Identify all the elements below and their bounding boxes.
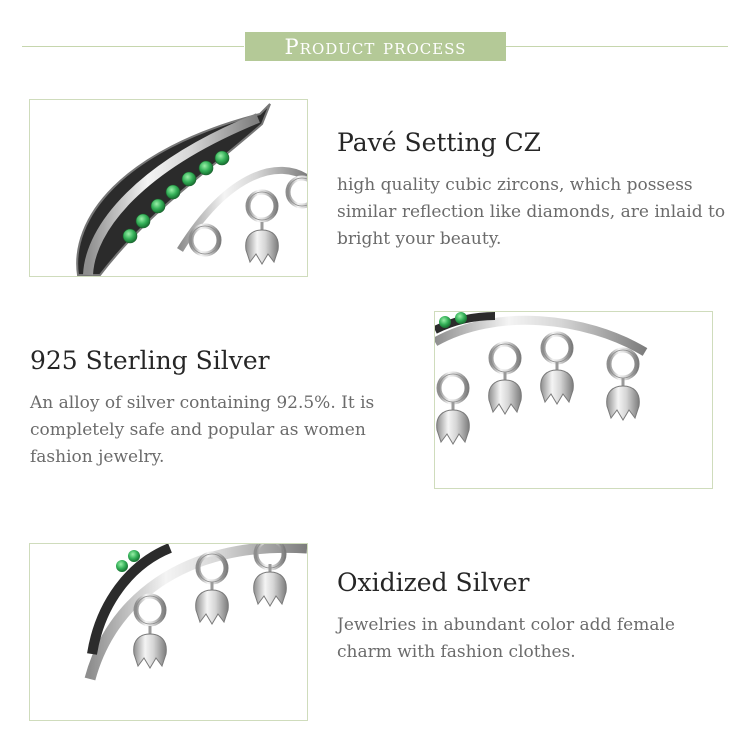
feature-title: Pavé Setting CZ <box>337 128 542 157</box>
feature-description: An alloy of silver containing 92.5%. It is completely safe and popular as women fashion jewelry. <box>30 393 375 467</box>
header-rule-left <box>22 46 244 47</box>
feature-oxidized-silver <box>337 568 727 666</box>
feature-sterling-silver <box>30 346 410 471</box>
product-photo-bell-flowers <box>434 311 713 489</box>
feature-pave-setting <box>337 128 727 253</box>
product-photo-oxidized-charm <box>29 543 308 721</box>
feature-title: Oxidized Silver <box>337 568 530 597</box>
feature-description: high quality cubic zircons, which possess similar reflection like diamonds, are inlaid to bright your beauty. <box>337 175 726 249</box>
feature-description: Jewelries in abundant color add female charm with fashion clothes. <box>337 615 675 662</box>
product-photo-leaf-gems <box>29 99 308 277</box>
section-title-banner: Product process <box>245 32 506 61</box>
feature-title: 925 Sterling Silver <box>30 346 270 375</box>
header-rule-right <box>506 46 728 47</box>
